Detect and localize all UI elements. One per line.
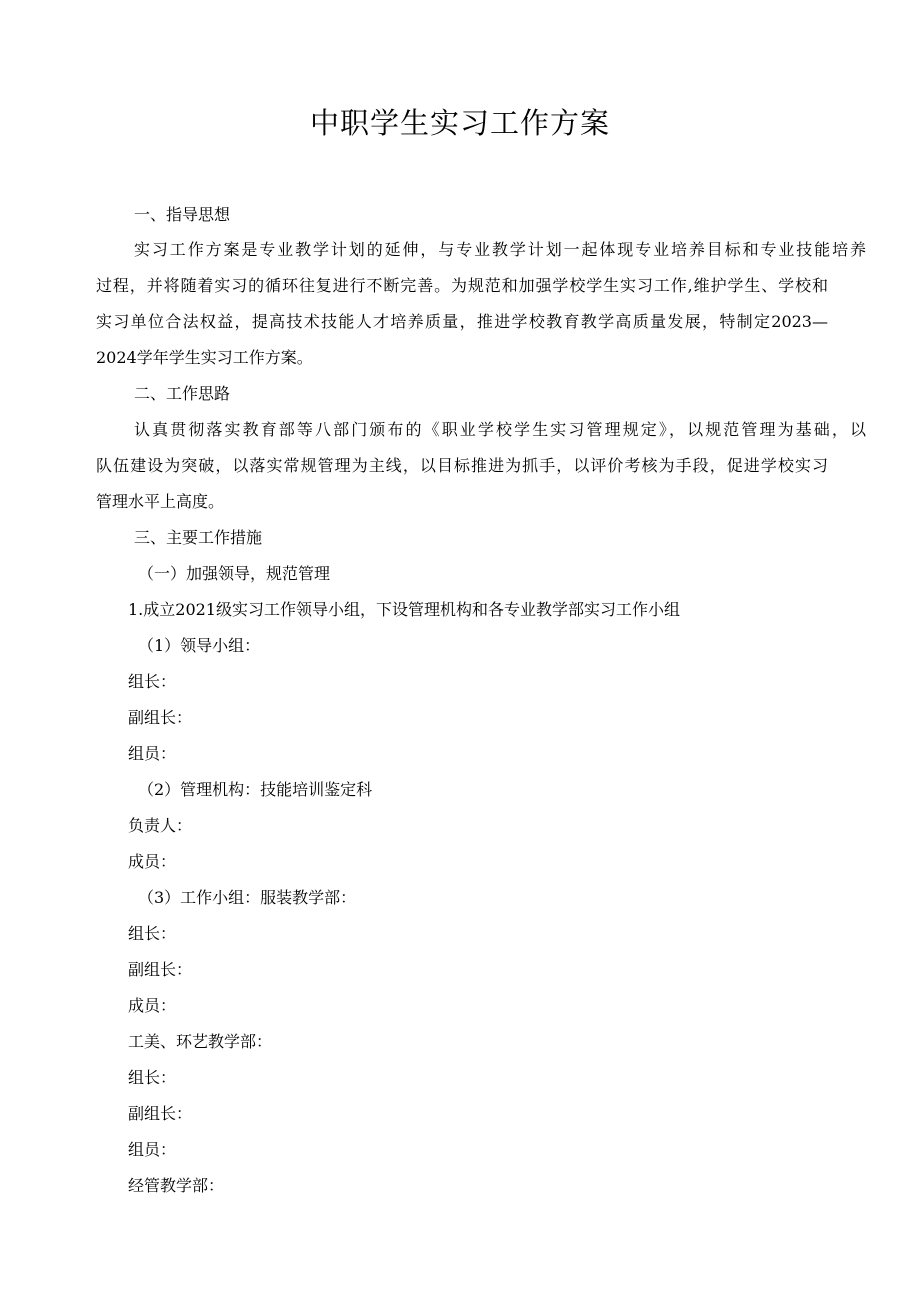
list-item: 工美、环艺教学部： — [128, 1032, 273, 1051]
list-item: 经管教学部： — [128, 1176, 225, 1195]
paragraph-line: 认真贯彻落实教育部等八部门颁布的《职业学校学生实习管理规定》，以规范管理为基础，以 — [134, 420, 866, 439]
list-item: 组长： — [128, 672, 177, 691]
list-item: （3）工作小组：服装教学部： — [138, 888, 357, 907]
paragraph-line: 实习单位合法权益，提高技术技能人才培养质量，推进学校教育教学高质量发展，特制定2023— — [96, 312, 828, 331]
paragraph-line: 队伍建设为突破，以落实常规管理为主线，以目标推进为抓手，以评价考核为手段，促进学校实习 — [96, 456, 828, 475]
section-heading-guiding-ideology: 一、指导思想 — [134, 205, 231, 224]
list-item: 成员： — [128, 996, 177, 1015]
list-item: 成员： — [128, 852, 177, 871]
list-item: （1）领导小组： — [138, 636, 261, 655]
list-item: 副组长： — [128, 708, 193, 727]
list-item: 组长： — [128, 924, 177, 943]
list-item: 组员： — [128, 744, 177, 763]
list-item: 负责人： — [128, 816, 193, 835]
section-heading-work-approach: 二、工作思路 — [134, 384, 231, 403]
list-item: 1.成立2021级实习工作领导小组，下设管理机构和各专业教学部实习工作小组 — [128, 600, 680, 619]
paragraph-line: 管理水平上高度。 — [96, 492, 225, 511]
subsection-heading: （一）加强领导，规范管理 — [138, 564, 331, 583]
paragraph-line: 2024学年学生实习工作方案。 — [96, 348, 313, 367]
list-item: 副组长： — [128, 1104, 193, 1123]
list-item: 组员： — [128, 1140, 177, 1159]
list-item: 副组长： — [128, 960, 193, 979]
paragraph-line: 实习工作方案是专业教学计划的延伸，与专业教学计划一起体现专业培养目标和专业技能培养 — [134, 240, 866, 259]
section-heading-main-measures: 三、主要工作措施 — [134, 528, 263, 547]
paragraph-line: 过程，并将随着实习的循环往复进行不断完善。为规范和加强学校学生实习工作,维护学生、学校和 — [96, 276, 828, 295]
list-item: 组长： — [128, 1068, 177, 1087]
document-title: 中职学生实习工作方案 — [309, 106, 610, 140]
list-item: （2）管理机构：技能培训鉴定科 — [138, 780, 373, 799]
